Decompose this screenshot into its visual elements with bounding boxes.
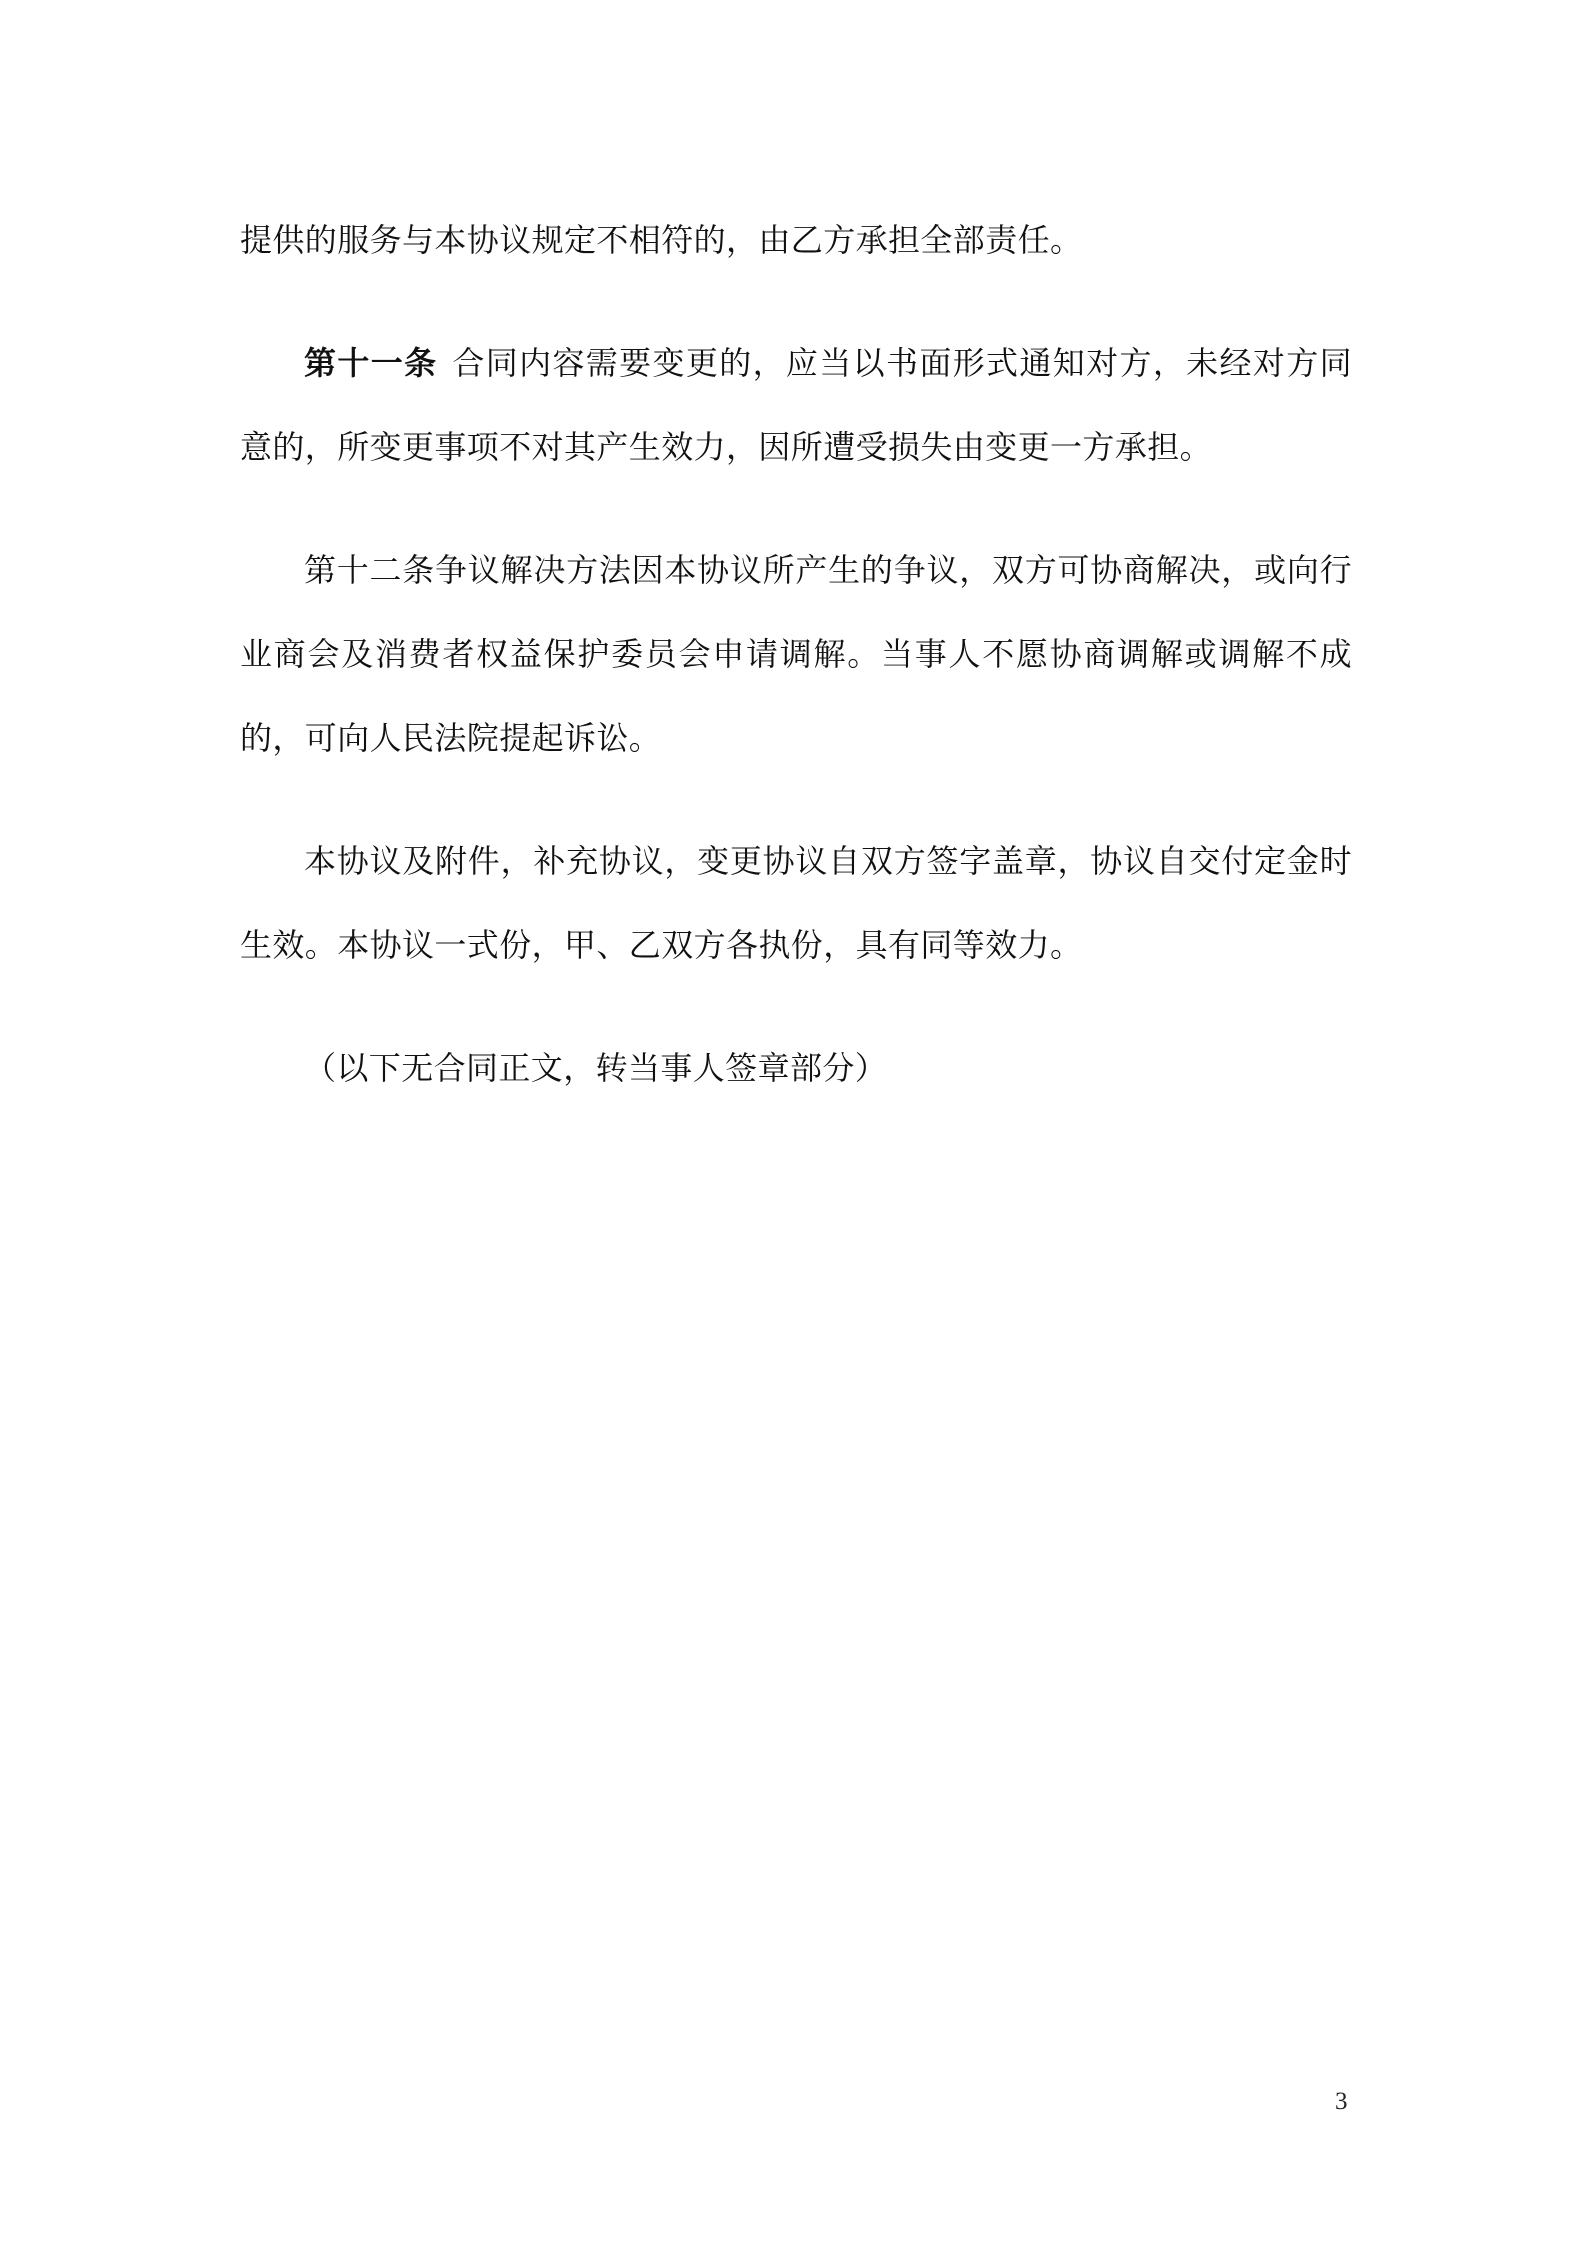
paragraph-end-note [240, 1026, 1352, 1110]
page-number: 3 [1335, 2088, 1348, 2115]
document-body [240, 198, 1352, 1149]
paragraph-article-eleven [240, 321, 1352, 489]
paragraph-effectiveness [240, 819, 1352, 987]
paragraph-text: 提供的服务与本协议规定不相符的，由乙方承担全部责任。 [240, 221, 1083, 259]
article-heading: 第十一条 [304, 344, 438, 382]
paragraph-text: 第十二条争议解决方法因本协议所产生的争议，双方可协商解决，或向行业商会及消费者权益保护委员会申请调解。当事人不愿协商调解或调解不成的，可向人民法院提起诉讼。 [240, 551, 1352, 757]
paragraph-text: （以下无合同正文，转当事人签章部分） [304, 1049, 888, 1087]
paragraph-article-twelve [240, 528, 1352, 780]
paragraph-text: 合同内容需要变更的，应当以书面形式通知对方，未经对方同意的，所变更事项不对其产生效力，因所遭受损失由变更一方承担。 [240, 344, 1352, 466]
paragraph-text: 本协议及附件，补充协议，变更协议自双方签字盖章，协议自交付定金时生效。本协议一式份，甲、乙双方各执份，具有同等效力。 [240, 842, 1352, 964]
paragraph-continuation [240, 198, 1352, 282]
